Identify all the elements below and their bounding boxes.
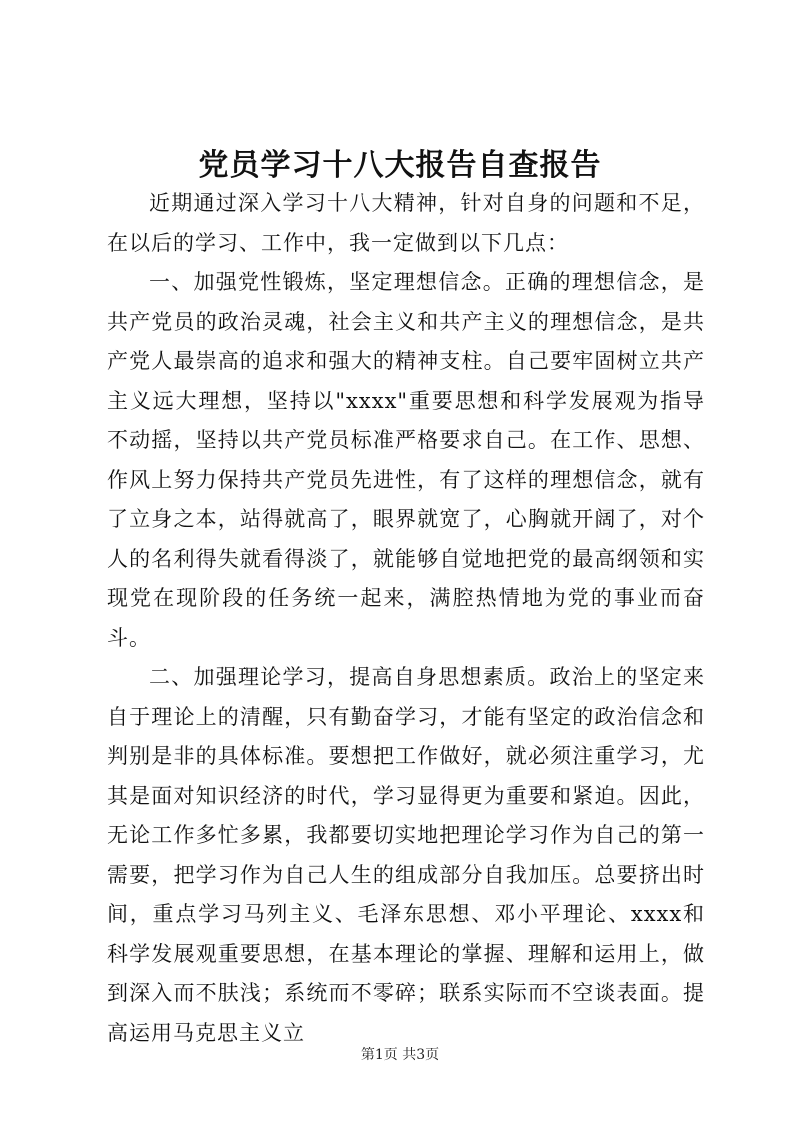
paragraph-intro: 近期通过深入学习十八大精神，针对自身的问题和不足，在以后的学习、工作中，我一定做到以下几点： [107, 191, 705, 255]
page-footer [0, 1044, 800, 1064]
paragraph-section-two: 二、加强理论学习，提高自身思想素质。政治上的坚定来自于理论上的清醒，只有勤奋学习，才能有坚定的政治信念和判别是非的具体标准。要想把工作做好，就必须注重学习，尤其是面对知识经济的时代，学习显得更为重要和紧迫。因此，无论工作多忙多累，我都要切实地把理论学习作为自己的第一需要，把学习作为自己人生的组成部分自我加压。总要挤出时间，重点学习马列主义、毛泽东思想、邓小平理论、xxxx和科学发展观重要思想，在基本理论的掌握、理解和运用上，做到深入而不肤浅；系统而不零碎；联系实际而不空谈表面。提高运用马克思主义立 [107, 665, 705, 1045]
page-title: 党员学习十八大报告自查报告 [198, 148, 602, 183]
document-body [107, 184, 705, 1053]
paragraph-section-one: 一、加强党性锻炼，坚定理想信念。正确的理想信念，是共产党员的政治灵魂，社会主义和共产主义的理想信念，是共产党人最崇高的追求和强大的精神支柱。自己要牢固树立共产主义远大理想，坚持以"xxxx"重要思想和科学发展观为指导不动摇，坚持以共产党员标准严格要求自己。在工作、思想、作风上努力保持共产党员先进性，有了这样的理想信念，就有了立身之本，站得就高了，眼界就宽了，心胸就开阔了，对个人的名利得失就看得淡了，就能够自觉地把党的最高纲领和实现党在现阶段的任务统一起来，满腔热情地为党的事业而奋斗。 [107, 270, 705, 650]
page-number-label: 第1页 共3页 [360, 1047, 440, 1063]
